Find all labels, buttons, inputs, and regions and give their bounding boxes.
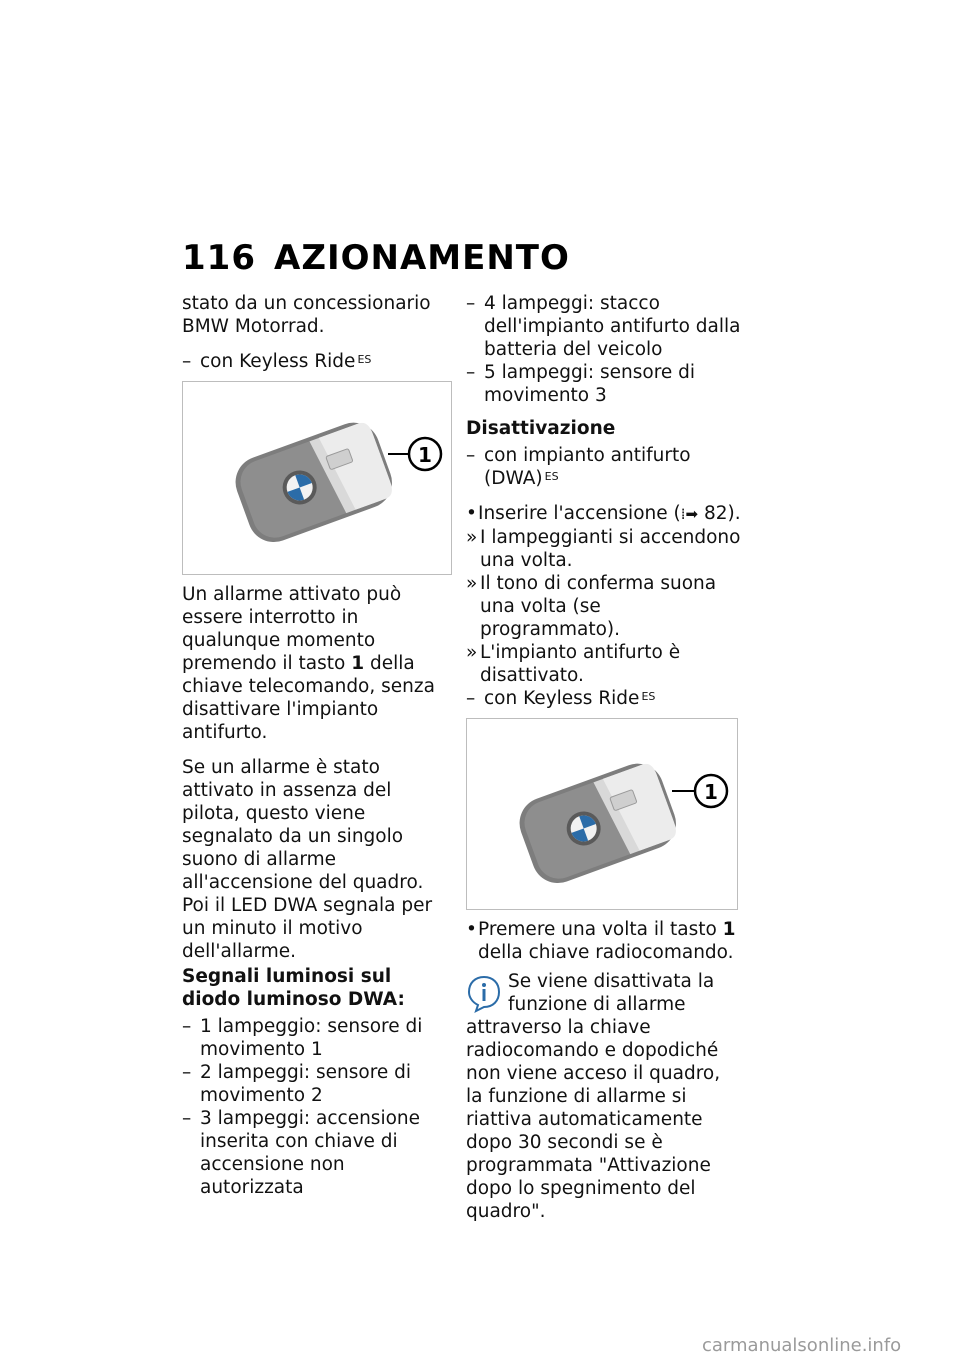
- page-reference-arrow-icon: ⁞➡: [680, 505, 699, 523]
- step-press-button: • Premere una volta il tasto 1 della chiave radiocomando.: [466, 919, 736, 963]
- result-item: » Il tono di conferma suona una volta (se programmato).: [466, 573, 717, 640]
- es-mark: ES: [357, 353, 372, 366]
- signal-item: – 4 lampeggi: stacco dell'impianto antifurto dalla batteria del veicolo: [466, 293, 741, 360]
- info-note: [466, 970, 742, 1223]
- signal-item: – 3 lampeggi: accensione inserita con chiave di accensione non autorizzata: [182, 1108, 421, 1198]
- bullet-marker: •: [466, 919, 477, 940]
- alarm-interrupt-paragraph: Un allarme attivato può essere interrotto in qualunque momento premendo il tasto 1 della chiave telecomando, senza disattivare l'impianto antifurto.: [182, 584, 435, 743]
- key-fob-figure: [466, 718, 738, 910]
- dash-marker: –: [182, 351, 192, 372]
- info-icon: [466, 974, 502, 1014]
- figure2-callout: 1: [704, 780, 718, 804]
- page-header: [182, 238, 570, 278]
- keyless-condition: – con Keyless Ride $^{ES}$: [466, 688, 656, 709]
- watermark: carmanualsonline.info: [702, 1335, 902, 1356]
- figure1-callout: 1: [418, 443, 432, 467]
- dwa-condition: – con impianto antifurto (DWA) $^{ES}$: [466, 445, 691, 489]
- bullet-marker: •: [466, 503, 477, 524]
- signals-heading: Segnali luminosi sul diodo luminoso DWA:: [182, 966, 405, 1010]
- signal-item: – 2 lampeggi: sensore di movimento 2: [182, 1062, 412, 1106]
- signal-item: – 5 lampeggi: sensore di movimento 3: [466, 362, 696, 406]
- signal-item: – 1 lampeggio: sensore di movimento 1: [182, 1016, 423, 1060]
- keyless-condition: – con Keyless Ride $^{ES}$: [182, 351, 372, 372]
- key-fob-figure: [182, 381, 452, 575]
- left-column: [182, 292, 454, 1199]
- result-item: » L'impianto antifurto è disattivato.: [466, 642, 681, 686]
- step-switch-on-ignition: • Inserire l'accensione (⁞➡ 82).: [466, 503, 741, 524]
- result-item: » I lampeggianti si accendono una volta.: [466, 527, 741, 571]
- es-mark: ES: [641, 690, 656, 703]
- es-mark: ES: [544, 470, 559, 483]
- page-number: 116: [182, 238, 256, 278]
- intro-paragraph: stato da un concessionario BMW Motorrad.: [182, 293, 431, 337]
- alarm-signal-paragraph: Se un allarme è stato attivato in assenza del pilota, questo viene segnalato da un singolo suono di allarme all'accensione del quadro. Poi il LED DWA segnala per un minuto il motivo dell'allarme.: [182, 757, 433, 962]
- right-column: [466, 292, 742, 1223]
- deactivation-heading: Disattivazione: [466, 418, 616, 439]
- info-text: Se viene disattivata la funzione di allarme attraverso la chiave radiocomando e dopodiché non viene acceso il quadro, la funzione di allarme si riattiva automaticamente dopo 30 secondi se è programmata "Attivazione dopo lo spegnimento del quadro".: [466, 971, 721, 1222]
- page-title: AZIONAMENTO: [274, 238, 570, 278]
- page-reference-link[interactable]: 82: [703, 503, 728, 524]
